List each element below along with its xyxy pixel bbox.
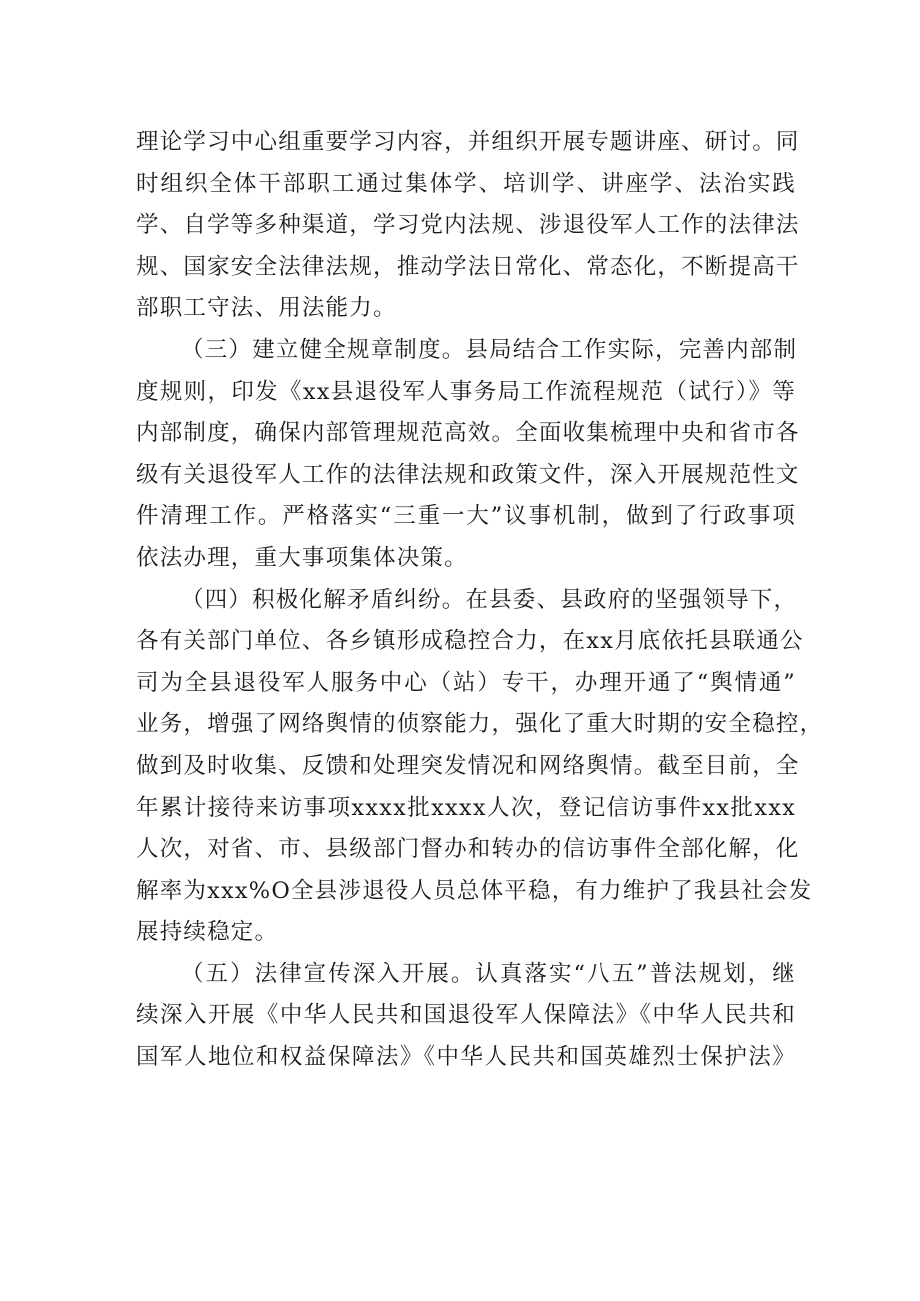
paragraph-heading-line: （三）建立健全规章制度。县局结合工作实际，完善内部制	[181, 336, 798, 363]
paragraph-line: 级有关退役军人工作的法律法规和政策文件，深入开展规范性文	[136, 461, 800, 488]
paragraph-line: 业务，增强了网络舆情的侦察能力，强化了重大时期的安全稳控，	[136, 711, 824, 738]
paragraph-line: 规、国家安全法律法规，推动学法日常化、常态化，不断提高干	[136, 253, 800, 280]
paragraph-line: 各有关部门单位、各乡镇形成稳控合力，在xx月底依托县联通公	[136, 628, 804, 655]
paragraph-study	[136, 122, 800, 330]
paragraph-heading-line: （五）法律宣传深入开展。认真落实“八五”普法规划，继	[181, 960, 796, 987]
paragraph-line: 内部制度，确保内部管理规范高效。全面收集梳理中央和省市各	[136, 420, 800, 447]
paragraph-line: 理论学习中心组重要学习内容，并组织开展专题讲座、研讨。同	[136, 129, 800, 155]
paragraph-line: 续深入开展《中华人民共和国退役军人保障法》《中华人民共和	[136, 1002, 796, 1029]
paragraph-line: 度规则，印发《xx县退役军人事务局工作流程规范（试行）》等	[136, 378, 796, 405]
paragraph-line: 做到及时收集、反馈和处理突发情况和网络舆情。截至目前，全	[136, 752, 800, 779]
paragraph-line: 时组织全体干部职工通过集体学、培训学、讲座学、法治实践	[136, 170, 796, 197]
paragraph-disputes	[136, 580, 824, 954]
paragraph-line: 司为全县退役军人服务中心（站）专干，办理开通了“舆情通”	[136, 669, 796, 696]
paragraph-rules	[136, 330, 800, 580]
paragraph-line: 展持续稳定。	[136, 919, 279, 946]
paragraph-publicity	[136, 954, 796, 1079]
paragraph-line: 解率为xxx%O全县涉退役人员总体平稳，有力维护了我县社会发	[136, 877, 813, 904]
paragraph-line: 国军人地位和权益保障法》《中华人民共和国英雄烈士保护法》	[136, 1044, 796, 1071]
document-body	[136, 122, 824, 1079]
paragraph-line: 依法办理，重大事项集体决策。	[136, 544, 468, 571]
paragraph-heading-line: （四）积极化解矛盾纠纷。在县委、县政府的坚强领导下，	[181, 586, 798, 613]
paragraph-line: 件清理工作。严格落实“三重一大”议事机制，做到了行政事项	[136, 503, 796, 530]
paragraph-line: 学、自学等多种渠道，学习党内法规、涉退役军人工作的法律法	[136, 212, 800, 239]
paragraph-line: 年累计接待来访事项xxxx批xxxx人次，登记信访事件xx批xxx	[136, 794, 796, 821]
paragraph-line: 人次，对省、市、县级部门督办和转办的信访事件全部化解，化	[136, 836, 800, 863]
paragraph-line: 部职工守法、用法能力。	[136, 295, 397, 322]
